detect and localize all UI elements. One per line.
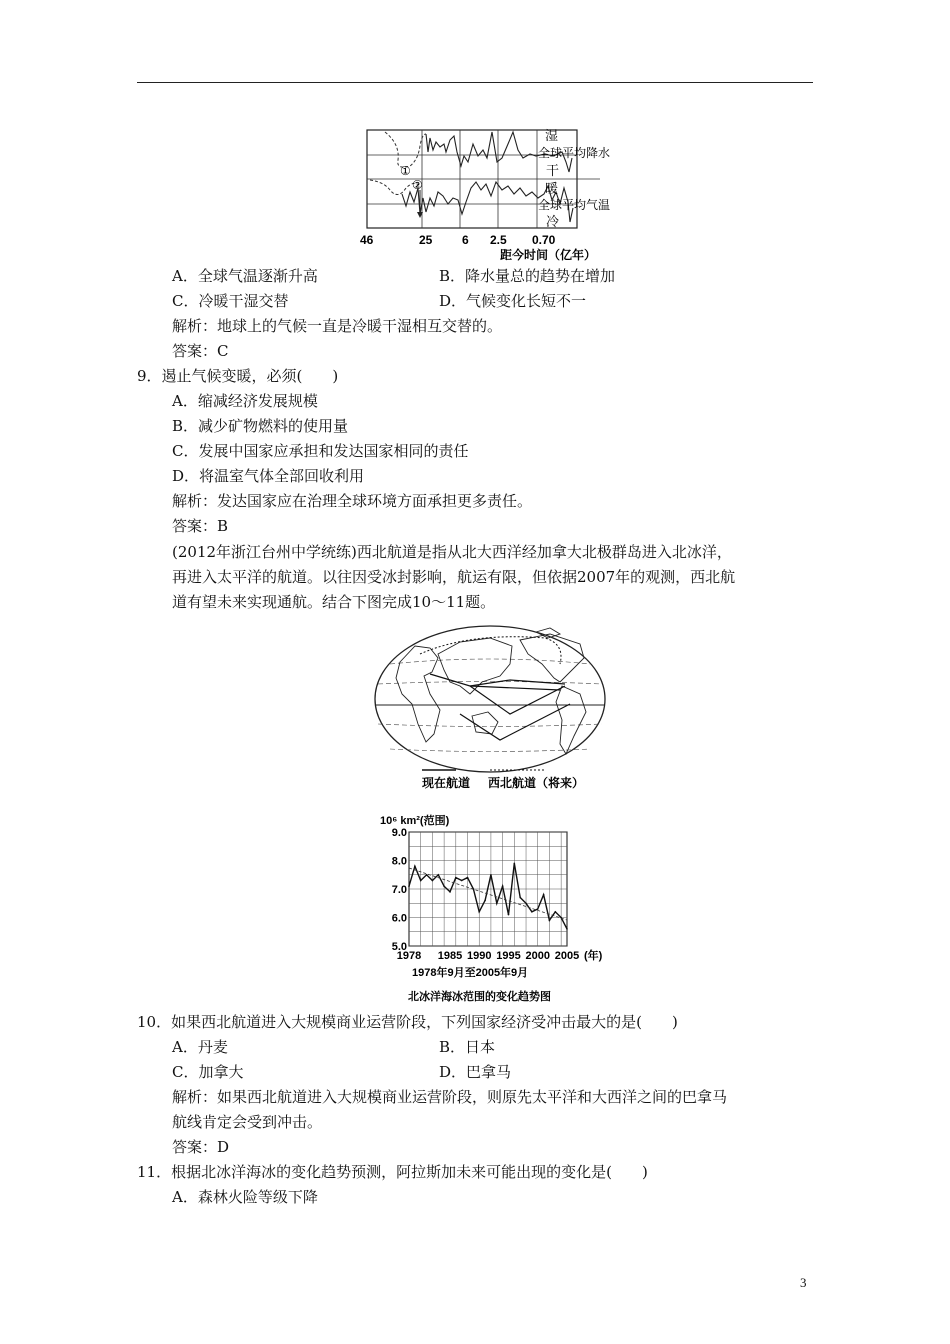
chart-ylabel: 10⁶ km²(范围)	[380, 815, 450, 827]
tick-6: 6	[462, 233, 469, 247]
sea-ice-point	[525, 902, 527, 904]
sea-ice-point	[560, 917, 562, 919]
label-wet: 湿	[545, 128, 559, 143]
sea-ice-point	[408, 885, 410, 887]
sea-ice-point	[449, 891, 451, 893]
label-temp: 全球平均气温	[538, 198, 611, 212]
sea-ice-point	[437, 874, 439, 876]
sea-ice-point	[549, 920, 551, 922]
sea-ice-point	[426, 874, 428, 876]
q8-option-a: A．全球气温逐渐升高	[172, 267, 318, 285]
q10-option-d: D．巴拿马	[439, 1063, 512, 1081]
q10-analysis-line-1: 解析：如果西北航道进入大规模商业运营阶段，则原先太平洋和大西洋之间的巴拿马	[172, 1088, 728, 1106]
climate-history-figure	[340, 122, 640, 264]
chart-x-tick-label: 2000	[525, 950, 550, 962]
sea-ice-point	[484, 900, 486, 902]
chart-y-tick-label: 5.0	[391, 941, 407, 953]
sea-ice-point	[443, 885, 445, 887]
chart-y-tick-label: 8.0	[391, 855, 407, 868]
q9-answer: 答案：B	[172, 517, 229, 535]
sea-ice-point	[473, 888, 475, 890]
chart-y-tick-label: 6.0	[391, 912, 407, 925]
sea-ice-point	[508, 914, 510, 916]
q9-option-b: B．减少矿物燃料的使用量	[172, 417, 349, 435]
tick-0-70: 0.70	[532, 233, 556, 247]
sea-ice-point	[467, 877, 469, 879]
sea-ice-point	[519, 897, 521, 899]
sea-ice-point	[420, 880, 422, 882]
label-warm: 暖	[545, 181, 559, 196]
label-precip: 全球平均降水	[538, 146, 611, 160]
sea-ice-point	[490, 874, 492, 876]
q10-option-b: B．日本	[439, 1038, 496, 1056]
sea-ice-point	[531, 911, 533, 913]
chart-title: 北冰洋海冰范围的变化趋势图	[408, 991, 551, 1003]
q8-option-c: C．冷暖干湿交替	[172, 292, 289, 310]
sea-ice-point	[514, 863, 516, 865]
legend-current-label: 现在航道	[422, 776, 471, 790]
q8-analysis: 解析：地球上的气候一直是冷暖干湿相互交替的。	[172, 317, 503, 335]
sea-ice-point	[543, 894, 545, 896]
sea-ice-point	[566, 928, 568, 930]
chart-x-ticks	[397, 950, 579, 962]
fig1-xlabel: 距今时间（亿年）	[500, 248, 597, 262]
chart-subtitle: 1978年9月至2005年9月	[412, 967, 529, 979]
sea-ice-point	[432, 880, 434, 882]
sea-ice-chart	[372, 810, 622, 1006]
label-cold: 冷	[546, 214, 560, 229]
q9-option-a: A．缩减经济发展规模	[172, 392, 318, 410]
sea-ice-point	[537, 908, 539, 910]
marker-2: ②	[412, 178, 423, 192]
q8-option-d: D．气候变化长短不一	[439, 292, 587, 310]
intro-line-3: 道有望未来实现通航。结合下图完成10～11题。	[172, 593, 496, 611]
q9-analysis: 解析：发达国家应在治理全球环境方面承担更多责任。	[172, 492, 533, 510]
q9-stem: 9．遏止气候变暖，必须( )	[137, 367, 339, 385]
marker-1: ①	[400, 164, 411, 178]
chart-y-ticks	[392, 827, 407, 953]
q8-option-b: B．降水量总的趋势在增加	[439, 267, 616, 285]
q10-option-c: C．加拿大	[172, 1063, 244, 1081]
precip-dashed-curve	[385, 132, 426, 167]
label-dry: 干	[546, 163, 560, 178]
intro-line-1: (2012年浙江台州中学统练)西北航道是指从北大西洋经加拿大北极群岛进入北冰洋，	[172, 543, 732, 561]
sea-ice-point	[414, 865, 416, 867]
sea-ice-series-line	[409, 863, 567, 929]
chart-xlabel: (年)	[584, 950, 603, 962]
chart-x-tick-label: 1985	[437, 950, 463, 962]
q11-option-a: A．森林火险等级下降	[172, 1188, 318, 1206]
sea-ice-point	[496, 902, 498, 904]
tick-46: 46	[360, 233, 374, 247]
chart-x-tick-label: 1995	[496, 950, 521, 962]
map-legend	[421, 770, 584, 790]
sea-ice-point	[461, 880, 463, 882]
q10-option-a: A．丹麦	[172, 1038, 228, 1056]
sea-ice-point	[478, 911, 480, 913]
q10-stem: 10．如果西北航道进入大规模商业运营阶段，下列国家经济受冲击最大的是( )	[137, 1013, 678, 1031]
q8-answer: 答案：C	[172, 342, 229, 360]
chart-x-tick-label: 2005	[554, 950, 580, 962]
page-number: 3	[800, 1275, 807, 1290]
chart-x-tick-label: 1990	[466, 950, 492, 962]
fig1-grid	[367, 130, 600, 228]
header-rule	[137, 82, 813, 83]
q10-analysis-line-2: 航线肯定会受到冲击。	[172, 1113, 323, 1131]
sea-ice-point	[554, 911, 556, 913]
legend-future-label: 西北航道（将来）	[488, 776, 585, 790]
q9-option-c: C．发展中国家应承担和发达国家相同的责任	[172, 442, 469, 460]
q11-stem: 11．根据北冰洋海冰的变化趋势预测，阿拉斯加未来可能出现的变化是( )	[137, 1163, 648, 1181]
chart-y-tick-label: 9.0	[391, 827, 407, 839]
tick-2-5: 2.5	[490, 233, 507, 247]
q9-option-d: D．将温室气体全部回收利用	[172, 467, 365, 485]
chart-x-tick-label: 1978	[396, 950, 422, 962]
chart-y-tick-label: 7.0	[391, 884, 407, 896]
world-map-figure	[360, 624, 620, 794]
sea-ice-point	[502, 885, 504, 887]
intro-line-2: 再进入太平洋的航道。以往因受冰封影响，航运有限，但依据2007年的观测，西北航	[172, 568, 736, 586]
sea-ice-point	[455, 877, 457, 879]
q10-answer: 答案：D	[172, 1138, 230, 1156]
tick-25: 25	[419, 233, 433, 247]
